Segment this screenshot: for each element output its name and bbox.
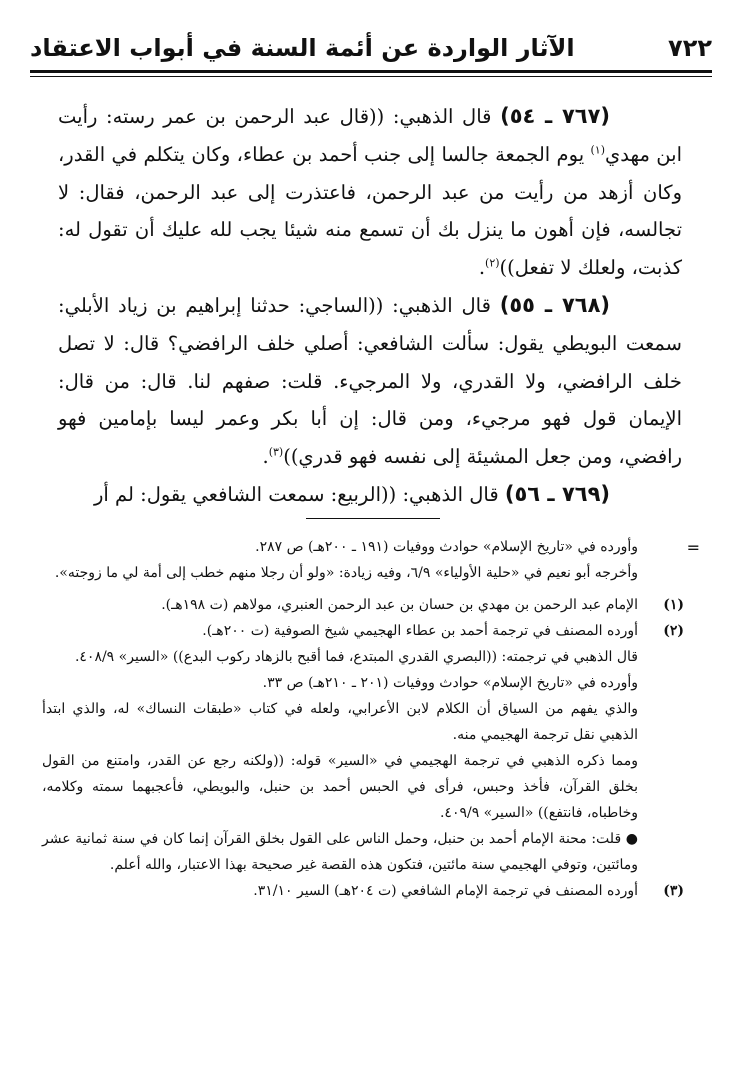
- header-rule-thick: [30, 70, 712, 73]
- footnote-paragraph: ومما ذكره الذهبي في ترجمة الهجيمي في «السير» قوله: ((ولكنه رجع عن القدر، وامتنع من القول بخلق القرآن، فأخذ وحبس، فرأى في الحبس أحمد بن حنبل، والبويطي، فأعجبهما سمته وكلامه، وخاطباه، فانتفع)) «السير» ٤٠٩/٩.: [42, 753, 638, 821]
- footnote-paragraph: ● قلت: محنة الإمام أحمد بن حنبل، وحمل الناس على القول بخلق القرآن إنما كان في سنة ثمانية عشر ومائتين، وتوفي الهجيمي سنة مائتين، فتكون هذه القصة غير صحيحة بهذا الاعتبار، والله أعلم.: [42, 831, 638, 873]
- footnote-paragraph: الإمام عبد الرحمن بن مهدي بن حسان بن عبد الرحمن العنبري، مولاهم (ت ١٩٨هـ).: [161, 597, 638, 613]
- entry-767: [58, 98, 682, 287]
- footnote-1: [42, 592, 694, 618]
- entry-text: يوم الجمعة جالسا إلى جنب أحمد بن عطاء، وكان يتكلم في القدر، وكان أزهد من رأيت من عبد الرحمن، فاعتذرت إلى عبد الرحمن، فقال: لا تجالسه، فإن أهون ما ينزل بك أن تسمع منه شيئا يجب لله عليك أن تقول له: كذبت، ولعلك لا تفعل)): [58, 142, 682, 280]
- footnote-paragraph: وأورده في «تاريخ الإسلام» حوادث ووفيات (٢٠١ ـ ٢١٠هـ) ص ٣٣.: [262, 675, 638, 691]
- entry-769: [58, 476, 682, 514]
- footnote-ref[interactable]: (١): [590, 143, 605, 157]
- entry-end: .: [478, 256, 486, 280]
- page-header: [30, 26, 712, 70]
- footnote-number: (١): [663, 597, 684, 613]
- header-rule-thin: [30, 76, 712, 77]
- entry-number: (٧٦٨ ـ ٥٥): [499, 292, 610, 317]
- entry-text: قال الذهبي: ((الربيع: سمعت الشافعي يقول: لم أر: [93, 482, 499, 506]
- footnote-number: (٢): [663, 623, 684, 639]
- footnote-paragraph: أورده المصنف في ترجمة أحمد بن عطاء الهجيمي شيخ الصوفية (ت ٢٠٠هـ).: [202, 623, 638, 639]
- page-number: ٧٢٢: [668, 34, 712, 62]
- footnote-2: [42, 618, 694, 878]
- entry-768: [58, 287, 682, 476]
- footnotes: [42, 534, 694, 904]
- entry-end: .: [262, 445, 269, 469]
- footnote-3: [42, 878, 694, 904]
- footnote-paragraph: قال الذهبي في ترجمته: ((البصري القدري المبتدع، فما أقبح بالزهاد ركوب البدع)) «السير» ٤٠٨/٩.: [74, 649, 638, 665]
- footnote-separator: [306, 518, 440, 519]
- running-title: الآثار الواردة عن أئمة السنة في أبواب الاعتقاد: [30, 34, 575, 62]
- footnote-paragraph: وأورده في «تاريخ الإسلام» حوادث ووفيات (١٩١ ـ ٢٠٠هـ) ص ٢٨٧.: [255, 539, 638, 555]
- entry-text: قال الذهبي: ((قال عبد الرحمن بن عمر رسته: رأيت ابن مهدي: [58, 105, 682, 166]
- footnote-continued: [42, 534, 694, 586]
- main-text: [58, 98, 682, 514]
- footnote-paragraph: وأخرجه أبو نعيم في «حلية الأولياء» ٦/٩، وفيه زيادة: «ولو أن رجلا منهم خطب إلى أمة لي ما زوجته».: [54, 565, 638, 581]
- footnote-ref[interactable]: (٣): [268, 445, 284, 459]
- entry-text: قال الذهبي: ((الساجي: حدثنا إبراهيم بن زياد الأبلي: سمعت البويطي يقول: سألت الشافعي: أصلي خلف الرافضي؟ قال: لا تصل خلف الرافضي، ولا القدري، ولا المرجيء. قلت: صفهم لنا. قال: من قال: الإيمان قول فهو مرجيء، ومن قال: إن أبا بكر وعمر ليسا بإمامين فهو رافضي، ومن جعل المشيئة إلى نفسه فهو قدري)): [58, 293, 682, 469]
- footnote-ref[interactable]: (٢): [485, 256, 500, 270]
- footnote-paragraph: أورده المصنف في ترجمة الإمام الشافعي (ت ٢٠٤هـ) السير ٣١/١٠.: [253, 883, 638, 899]
- entry-number: (٧٦٧ ـ ٥٤): [500, 104, 610, 128]
- footnote-paragraph: والذي يفهم من السياق أن الكلام لابن الأعرابي، ولعله في كتاب «طبقات النساك» له، والذي ابتدأ الذهبي نقل ترجمة الهجيمي منه.: [42, 701, 638, 743]
- footnote-number: (٣): [663, 883, 684, 899]
- continuation-mark: =: [686, 538, 700, 557]
- entry-number: (٧٦٩ ـ ٥٦): [504, 481, 610, 506]
